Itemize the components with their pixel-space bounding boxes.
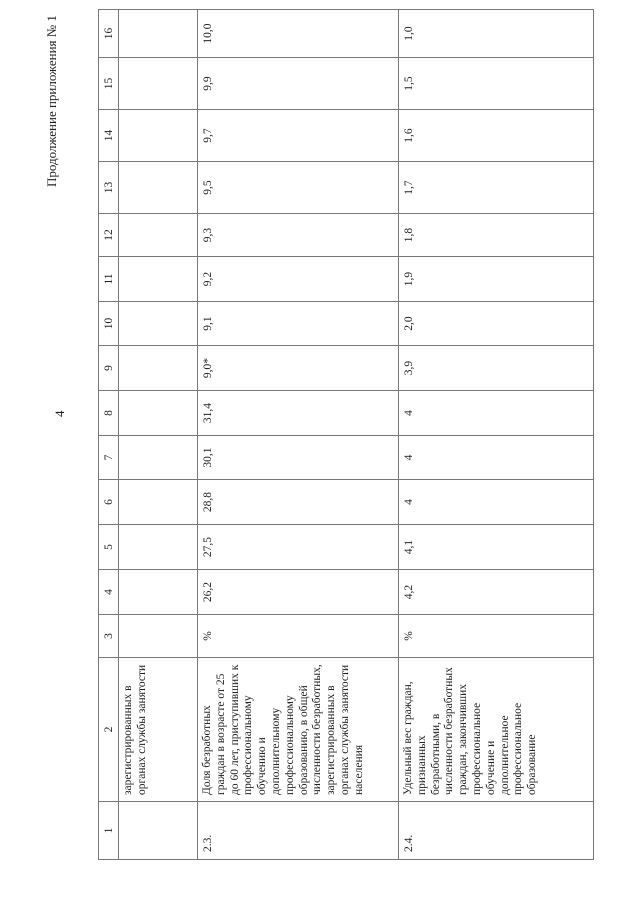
value-cell: 31,4 <box>198 391 399 436</box>
table-row <box>119 10 198 860</box>
value-cell: 4 <box>399 480 594 525</box>
value-cell <box>119 391 198 436</box>
value-cell <box>119 346 198 391</box>
table-row <box>198 10 399 860</box>
value-cell: 9,0* <box>198 346 399 391</box>
value-cell: 10,0 <box>198 10 399 58</box>
page-number: 4 <box>52 410 67 417</box>
value-cell: 9,1 <box>198 302 399 346</box>
value-cell: 3,9 <box>399 346 594 391</box>
value-cell: 4 <box>399 391 594 436</box>
value-cell: 27,5 <box>198 525 399 570</box>
column-header: 6 <box>99 480 119 525</box>
value-cell <box>119 525 198 570</box>
column-header: 5 <box>99 525 119 570</box>
value-cell <box>119 162 198 214</box>
row-number: 2.4. <box>399 802 594 860</box>
value-cell: 30,1 <box>198 436 399 480</box>
value-cell: 9,5 <box>198 162 399 214</box>
value-cell <box>119 257 198 302</box>
value-cell: 2,0 <box>399 302 594 346</box>
value-cell <box>119 110 198 162</box>
column-header: 2 <box>99 658 119 802</box>
unit-cell <box>119 615 198 658</box>
indicator-name: Доля безработных граждан в возрасте от 25 до 60 лет, приступивших к профессиональному обучению и дополнительному профессиональному образованию, в общей численности безработных, зарегистрированных в органах службы занятости населения <box>198 658 399 802</box>
column-header: 3 <box>99 615 119 658</box>
column-header: 14 <box>99 110 119 162</box>
value-cell <box>119 214 198 257</box>
column-header: 13 <box>99 162 119 214</box>
column-header: 4 <box>99 570 119 615</box>
value-cell: 28,8 <box>198 480 399 525</box>
value-cell <box>119 570 198 615</box>
value-cell: 4,1 <box>399 525 594 570</box>
header-row <box>99 10 119 860</box>
continuation-header: Продолжение приложения № 1 <box>44 15 59 187</box>
row-number: 2.3. <box>198 802 399 860</box>
column-header: 16 <box>99 10 119 58</box>
indicator-name: Удельный вес граждан, признанных безработными, в численности безработных граждан, закончивших профессиональное обучение и дополнительное профессиональное образование <box>399 658 594 802</box>
value-cell: 9,2 <box>198 257 399 302</box>
column-header: 10 <box>99 302 119 346</box>
value-cell <box>119 480 198 525</box>
value-cell: 26,2 <box>198 570 399 615</box>
value-cell: 1,6 <box>399 110 594 162</box>
value-cell <box>119 436 198 480</box>
column-header: 1 <box>99 802 119 860</box>
row-number <box>119 802 198 860</box>
value-cell: 9,9 <box>198 58 399 110</box>
value-cell <box>119 302 198 346</box>
unit-cell: % <box>198 615 399 658</box>
value-cell: 1,5 <box>399 58 594 110</box>
column-header: 9 <box>99 346 119 391</box>
value-cell: 9,3 <box>198 214 399 257</box>
value-cell: 1,8 <box>399 214 594 257</box>
value-cell: 1,7 <box>399 162 594 214</box>
value-cell: 4,2 <box>399 570 594 615</box>
column-header: 12 <box>99 214 119 257</box>
column-header: 7 <box>99 436 119 480</box>
indicators-table <box>98 9 594 860</box>
column-header: 8 <box>99 391 119 436</box>
value-cell: 1,0 <box>399 10 594 58</box>
value-cell: 4 <box>399 436 594 480</box>
indicator-name: зарегистрированных в органах службы занятости <box>119 658 198 802</box>
value-cell <box>119 58 198 110</box>
value-cell: 1,9 <box>399 257 594 302</box>
value-cell <box>119 10 198 58</box>
table-row <box>399 10 594 860</box>
column-header: 11 <box>99 257 119 302</box>
unit-cell: % <box>399 615 594 658</box>
column-header: 15 <box>99 58 119 110</box>
value-cell: 9,7 <box>198 110 399 162</box>
